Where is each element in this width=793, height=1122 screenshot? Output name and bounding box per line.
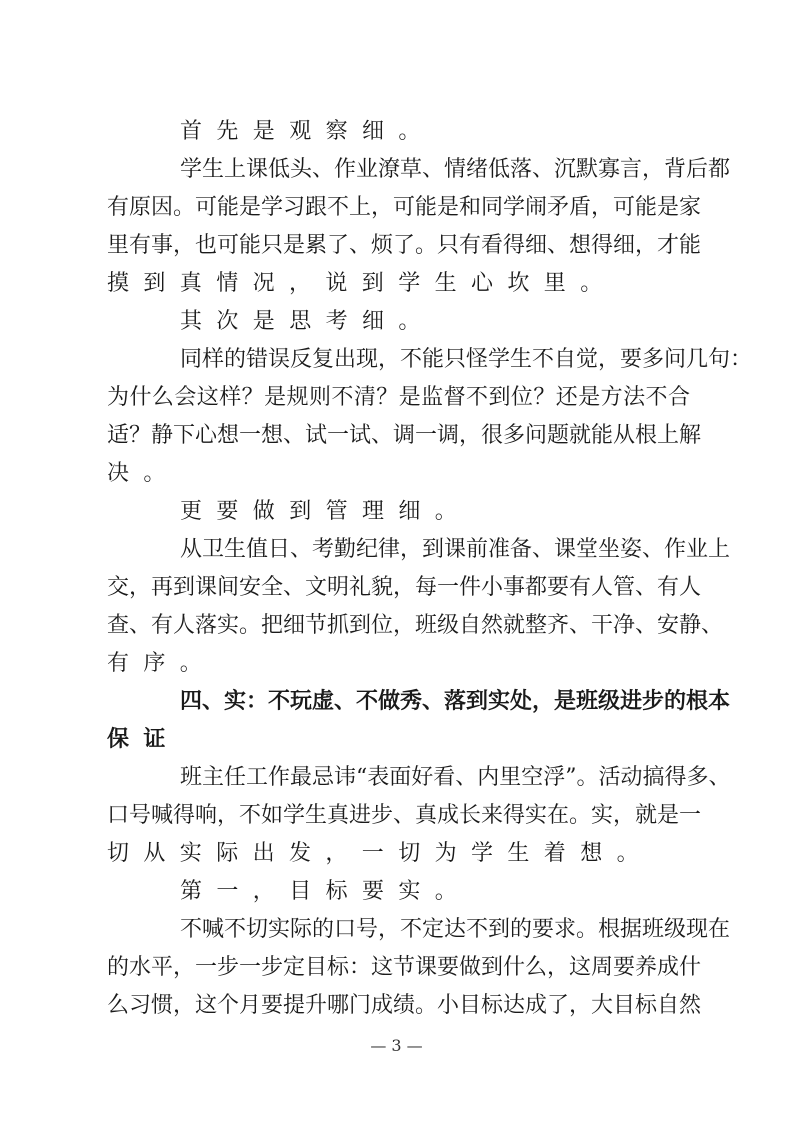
text-line: 切从实际出发，一切为学生着想。 — [107, 841, 654, 866]
text-line: 同样的错误反复出现，不能只怪学生不自觉，要多问几句： — [180, 347, 753, 372]
text-line: 口号喊得响，不如学生真进步、真成长来得实在。实，就是一 — [107, 803, 702, 828]
text-line: 其次是思考细。 — [180, 309, 435, 334]
paragraph — [107, 151, 731, 303]
text-line: 更要做到管理细。 — [180, 499, 472, 524]
text-line: 保证 — [107, 727, 180, 752]
text-line: 学生上课低头、作业潦草、情绪低落、沉默寡言，背后都 — [180, 157, 731, 182]
text-line: 的水平，一步一步定目标：这节课要做到什么，这周要养成什 — [107, 955, 702, 980]
document-body — [107, 113, 753, 1025]
text-line: 里有事，也可能只是累了、烦了。只有看得细、想得细，才能 — [107, 233, 702, 258]
paragraph — [107, 303, 690, 341]
paragraph — [107, 341, 753, 493]
section-heading — [107, 683, 731, 759]
text-line: 班主任工作最忌讳“表面好看、内里空浮”。活动搞得多、 — [180, 765, 731, 790]
text-line: 第一，目标要实。 — [180, 879, 472, 904]
paragraph — [107, 759, 731, 873]
text-line: 适？静下心想一想、试一试、调一调，很多问题就能从根上解 — [107, 423, 702, 448]
text-line: 有序。 — [107, 651, 217, 676]
text-line: 四、实：不玩虚、不做秀、落到实处，是班级进步的根本 — [180, 689, 731, 714]
paragraph — [107, 911, 731, 1025]
text-line: 摸到真情况，说到学生心坎里。 — [107, 271, 617, 296]
text-line: 从卫生值日、考勤纪律，到课前准备、课堂坐姿、作业上 — [180, 537, 731, 562]
text-line: 为什么会这样？是规则不清？是监督不到位？还是方法不合 — [107, 385, 690, 410]
text-line: 交，再到课间安全、文明礼貌，每一件小事都要有人管、有人 — [107, 575, 702, 600]
paragraph — [107, 873, 690, 911]
paragraph — [107, 531, 731, 683]
page-number: — 3 — — [370, 1036, 423, 1055]
text-line: 首先是观察细。 — [180, 119, 435, 144]
text-line: 么习惯，这个月要提升哪门成绩。小目标达成了，大目标自然 — [107, 993, 702, 1018]
text-line: 查、有人落实。把细节抓到位，班级自然就整齐、干净、安静、 — [107, 613, 724, 638]
text-line: 不喊不切实际的口号，不定达不到的要求。根据班级现在 — [180, 917, 731, 942]
text-line: 决。 — [107, 461, 180, 486]
paragraph — [107, 113, 690, 151]
paragraph — [107, 493, 690, 531]
text-line: 有原因。可能是学习跟不上，可能是和同学闹矛盾，可能是家 — [107, 195, 702, 220]
